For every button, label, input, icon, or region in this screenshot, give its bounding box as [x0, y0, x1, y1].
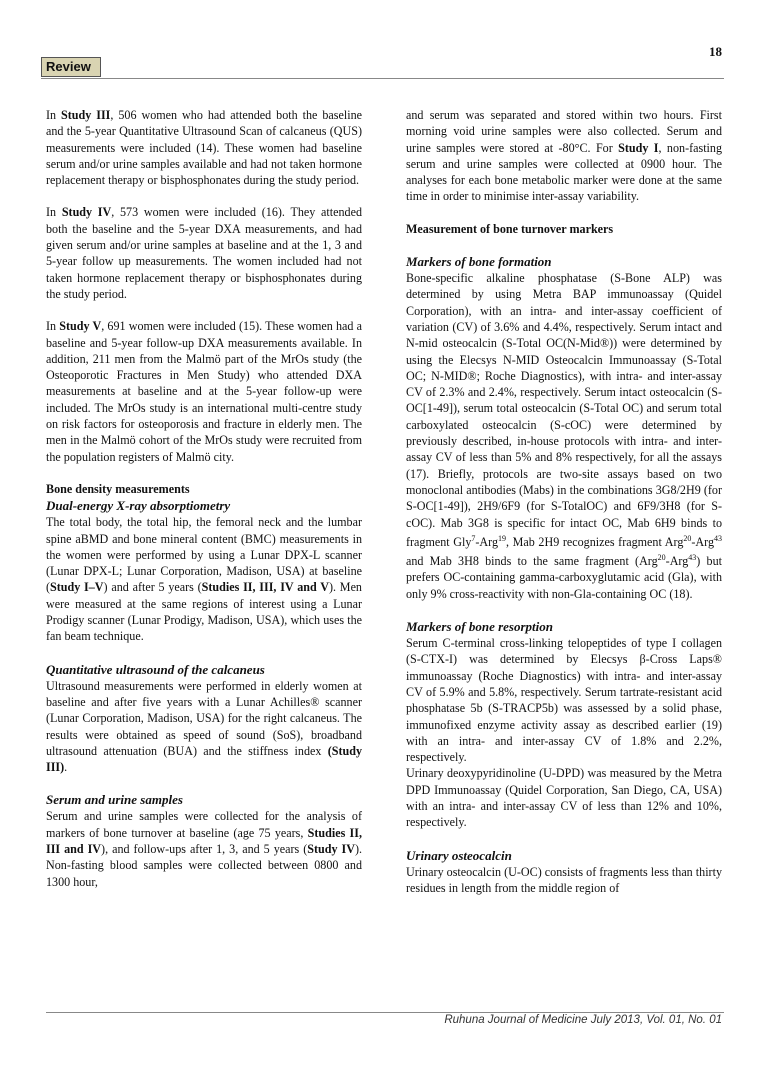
paragraph [46, 318, 362, 465]
paragraph [406, 635, 722, 765]
paragraph [406, 864, 722, 897]
subsection-heading: Urinary osteocalcin [406, 847, 512, 863]
section-tag: Review [41, 57, 101, 77]
bold-text: Study V [59, 319, 102, 334]
text-run: -Arg [691, 534, 714, 549]
text-run: Serum C-terminal cross-linking telopeptides of type I collagen (S-CTX-I) was determined by Elecsys β-Cross Laps® immunoassay (Roche Diagnostics) with intra- and inter-assay CV of 5.9% and 5.8%, respectively. Serum tartrate-resistant acid phosphatase 5b (S-TRACP5b) was assessed by a solid phase, immunofixed enzyme activity assay as described earlier (19) with an intra- and inter-assay CV of 1.8% and 2.2%, respectively. [406, 636, 722, 765]
text-run: ). Men were measured at the same regions of interest using a Lunar Prodigy scanner (Lunar Prodigy, Madison, USA), which uses the fan beam technique. [46, 580, 362, 644]
subsection-heading: Quantitative ultrasound of the calcaneus [46, 661, 265, 677]
text-run: In [46, 205, 62, 220]
text-run: and Mab 3H8 binds to the same fragment (Arg [406, 554, 658, 569]
bold-text: (Study III) [46, 743, 362, 775]
text-run: Ultrasound measurements were performed in elderly women at baseline and after five years with a Lunar Achilles® scanner (Lunar Corporation, Madison, USA) for the right calcaneus. The results were obtained as speed of sound (SoS), broadband ultrasound attenuation (BUA) and the stiffness index [46, 678, 362, 758]
text-run: -Arg [475, 534, 499, 549]
paragraph [406, 270, 722, 602]
section-heading: Bone density measurements [46, 481, 190, 496]
text-run: , 691 women were included (15). These women had a baseline and 5-year follow-up DXA measurements available. In addition, 211 men from the Malmö part of the MrOs study (the Osteoporotic Fractures in Men Study) who attended DXA measurements at baseline and at the 5-year follow-up were included. The MrOs study is an international multi-centre study on risk factors for osteoporosis and fracture in elderly men. The men in the Malmö cohort of the MrOs study were recruited from the population registers of Malmö city. [46, 319, 362, 464]
paragraph [46, 808, 362, 889]
paragraph [406, 765, 722, 830]
paragraph [46, 678, 362, 776]
bold-text: Study I [618, 140, 659, 155]
subsection-heading: Markers of bone formation [406, 254, 552, 270]
text-run: The total body, the total hip, the femoral neck and the lumbar spine aBMD and bone mineral content (BMC) measurements in the women were performed by using a Lunar DPX-L scanner (Lunar DPX-L; Lunar Corporation, Madison, USA) at baseline ( [46, 515, 362, 595]
text-run: , 506 women who had attended both the baseline and the 5-year Quantitative Ultrasound Scan of calcaneus (QUS) measurements were included (14). These women had baseline serum and/or urine samples available and had not taken hormone replacement therapy or bisphosphonates during the study period. [46, 108, 362, 188]
text-run: ) and after 5 years ( [103, 580, 202, 595]
paragraph [46, 514, 362, 644]
footer-rule [46, 1012, 724, 1013]
superscript: 20 [683, 533, 692, 543]
left-column [46, 107, 362, 890]
superscript: 19 [498, 533, 507, 543]
text-run: ), and follow-ups after 1, 3, and 5 years ( [101, 841, 308, 856]
text-run: Bone-specific alkaline phosphatase (S-Bone ALP) was determined by using Metra BAP immunoassay (Quidel Corporation), with an intra- and inter-assay coefficient of variation (CV) of 3.6% and 4.4%, respectively. Serum intact and N-mid osteocalcin (S-Total OC(N-Mid®)) were determined by using the Elecsys N-MID Osteocalcin Immunoassay (S-Total OC; N-MID®; Roche Diagnostics), with intra- and inter-assay CV of 2.3% and 2.4%, respectively. Serum intact osteocalcin (S-OC[1-49]), serum total osteocalcin (S-Total OC) and serum total carboxylated osteocalcin (S-cOC) were determined by previously described, in-house protocols with intra- and inter-assay CV of less than 5% and 8% respectively, for all the assays (17). Briefly, protocols are two-site assays based on two monoclonal antibodies (Mabs) in the combinations 3G8/2H9 (for S-OC[1-49]), 2H9/6F9 (for S-TotalOC) and 6F9/3H8 (for S-cOC). Mab 3G8 is specific for intact OC, Mab 6H9 binds to fragment Gly [406, 271, 722, 549]
text-run: , 573 women were included (16). They attended both the baseline and the 5-year DXA measurements, and had given serum and/or urine samples at baseline and at the 1, 3 and 5-year follow up measurements. The women included had not taken hormone replacement therapy or bisphosphonates during the study period. [46, 205, 362, 301]
bold-text: Studies II, III, IV and V [201, 580, 329, 595]
superscript: 43 [714, 533, 722, 543]
text-run: In [46, 108, 62, 122]
section-heading: Measurement of bone turnover markers [406, 221, 614, 236]
subsection-heading: Markers of bone resorption [406, 619, 553, 635]
subsection-heading: Dual-energy X-ray absorptiometry [46, 498, 231, 514]
right-column [406, 107, 722, 896]
bold-text: Studies II, III and IV [46, 825, 362, 856]
bold-text: Study IV [61, 205, 112, 220]
bold-text: Study I–V [50, 580, 104, 595]
text-run: Serum and urine samples were collected for the analysis of markers of bone turnover at baseline (age 75 years, [46, 809, 362, 840]
text-run: , non-fasting serum and urine samples were collected at 0900 hour. The analyses for each bone metabolic marker were done at the same time in order to minimise inter-assay variability. [406, 140, 723, 204]
journal-footer: Ruhuna Journal of Medicine July 2013, Vol. 01, No. 01 [444, 1014, 722, 1026]
subsection-heading: Serum and urine samples [46, 792, 183, 808]
text-run: . [64, 760, 68, 775]
text-run: ) but prefers OC-containing gamma-carboxyglutamic acid (Gla), with only 9% cross-reactivity with non-Gla-containing OC (18). [406, 554, 722, 601]
paragraph [46, 107, 362, 188]
page-number: 18 [709, 44, 722, 59]
bold-text: Study III [61, 108, 111, 122]
text-run: In [46, 319, 60, 334]
paragraph [46, 204, 362, 302]
text-run: , Mab 2H9 recognizes fragment Arg [506, 534, 684, 549]
header-rule [41, 78, 724, 79]
superscript: 20 [657, 553, 666, 563]
text-run: Urinary deoxypyridinoline (U-DPD) was measured by the Metra DPD Immunoassay (Quidel Corporation, San Diego, CA, USA) with an intra- and inter-assay CV of less than 12% and 10%, respectively. [406, 766, 722, 830]
bold-text: Study IV [307, 841, 355, 856]
superscript: 43 [688, 553, 697, 563]
superscript: 7 [471, 533, 476, 543]
text-run: ). Non-fasting blood samples were collected between 0800 and 1300 hour, [46, 841, 362, 889]
paragraph [406, 107, 722, 205]
text-run: Urinary osteocalcin (U-OC) consists of fragments less than thirty residues in length from the middle region of [406, 864, 722, 895]
text-run: and serum was separated and stored within two hours. First morning void urine samples were also collected. Serum and urine samples were stored at -80°C. For [406, 108, 722, 155]
text-run: -Arg [665, 554, 689, 569]
